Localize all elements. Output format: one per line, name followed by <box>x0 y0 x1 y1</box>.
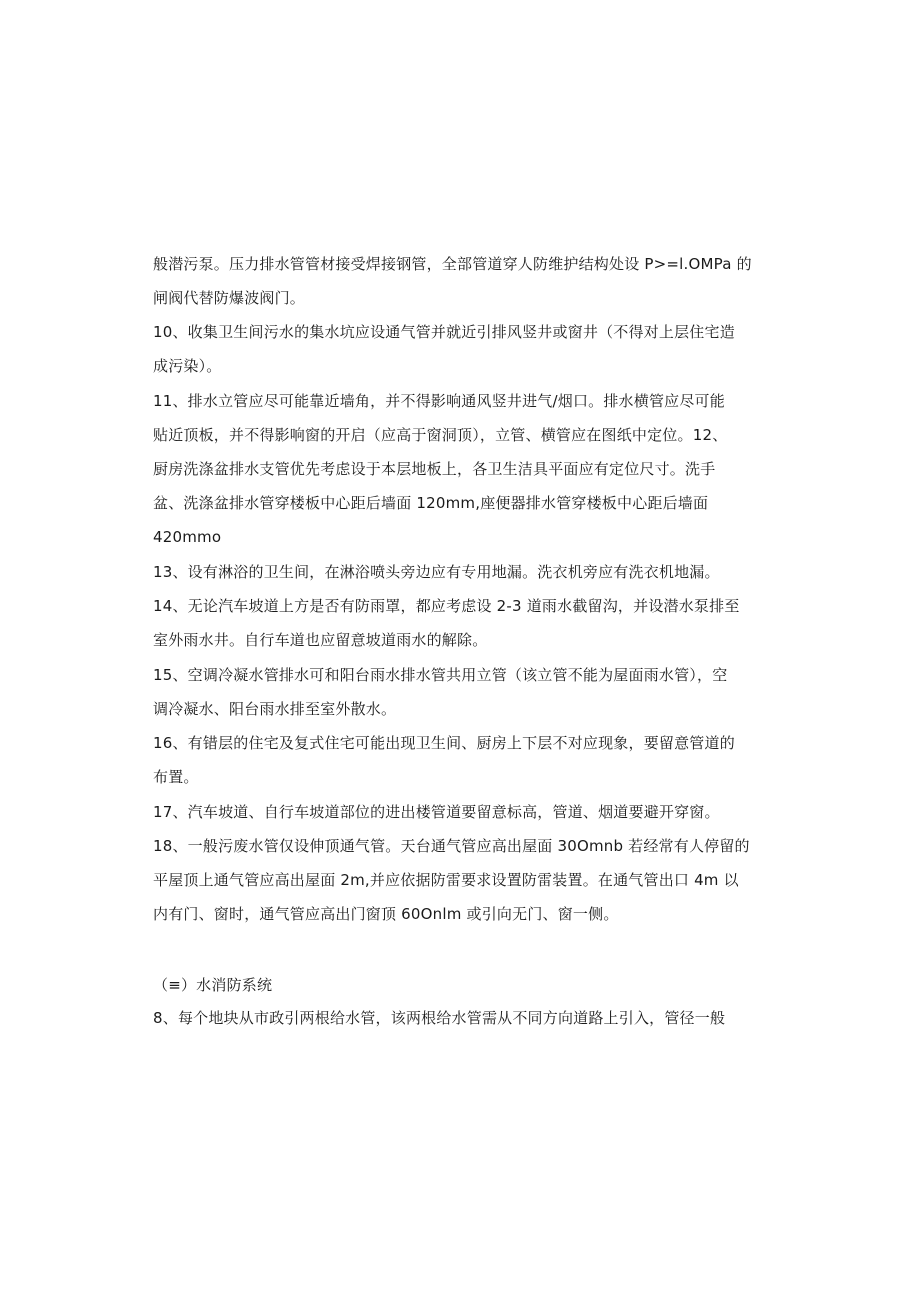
section-heading: （≡）水消防系统 <box>153 976 273 994</box>
text-line: 般潜污泵。压力排水管管材接受焊接钢管，全部管道穿人防维护结构处设 P>=l.OMPa 的 <box>153 255 752 273</box>
text-line: 16、有错层的住宅及复式住宅可能出现卫生间、厨房上下层不对应现象，要留意管道的 <box>153 734 735 752</box>
text-line: 盆、洗涤盆排水管穿楼板中心距后墙面 120mm,座便器排水管穿楼板中心距后墙面 <box>153 494 709 512</box>
text-line: 成污染）。 <box>153 357 222 375</box>
text-line: 室外雨水井。自行车道也应留意坡道雨水的解除。 <box>153 631 488 649</box>
text-line: 18、一般污废水管仅设伸顶通气管。天台通气管应高出屋面 30Omnb 若经常有人停留的 <box>153 837 750 855</box>
text-line: 11、排水立管应尽可能靠近墙角，并不得影响通风竖井进气/烟口。排水横管应尽可能 <box>153 392 725 410</box>
text-line: 8、每个地块从市政引两根给水管，该两根给水管需从不同方向道路上引入，管径一般 <box>153 1009 726 1027</box>
text-line: 调冷凝水、阳台雨水排至室外散水。 <box>153 700 397 718</box>
text-line: 420mmo <box>153 528 222 546</box>
text-line: 10、收集卫生间污水的集水坑应设通气管并就近引排风竖井或窗井（不得对上层住宅造 <box>153 323 735 341</box>
text-line: 布置。 <box>153 768 199 786</box>
text-line: 厨房洗涤盆排水支管优先考虑设于本层地板上，各卫生洁具平面应有定位尺寸。洗手 <box>153 460 716 478</box>
text-line: 14、无论汽车坡道上方是否有防雨罩，都应考虑设 2-3 道雨水截留沟，并设潜水泵排至 <box>153 597 740 615</box>
text-line: 贴近顶板，并不得影响窗的开启（应高于窗洞顶），立管、横管应在图纸中定位。12、 <box>153 426 728 444</box>
text-line: 内有门、窗时，通气管应高出门窗顶 60Onlm 或引向无门、窗一侧。 <box>153 905 619 923</box>
text-line: 平屋顶上通气管应高出屋面 2m,并应依据防雷要求设置防雷装置。在通气管出口 4m 以 <box>153 871 739 889</box>
text-line: 闸阀代替防爆波阀门。 <box>153 289 306 307</box>
text-line: 17、汽车坡道、自行车坡道部位的进出楼管道要留意标高，管道、烟道要避开穿窗。 <box>153 803 720 821</box>
text-line: 15、空调冷凝水管排水可和阳台雨水排水管共用立管（该立管不能为屋面雨水管），空 <box>153 666 728 684</box>
text-line: 13、设有淋浴的卫生间，在淋浴喷头旁边应有专用地漏。洗衣机旁应有洗衣机地漏。 <box>153 563 720 581</box>
